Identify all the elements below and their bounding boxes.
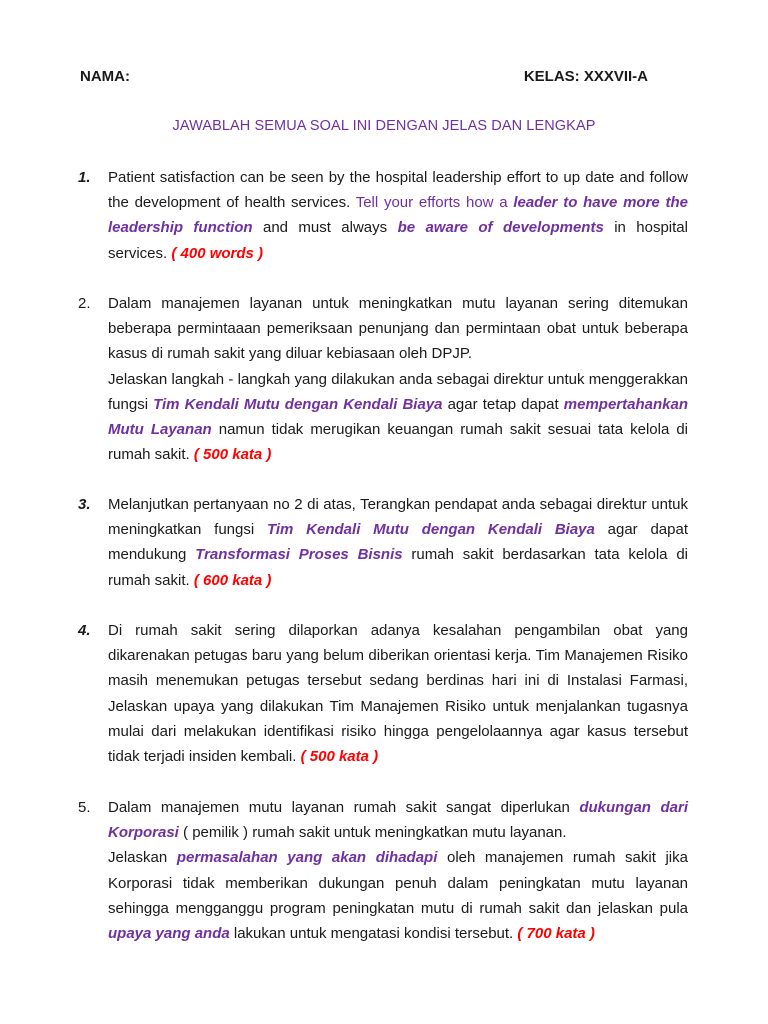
- text-segment: Di rumah sakit sering dilaporkan adanya kesalahan pengambilan obat yang dikarenakan petugas baru yang belum diberikan orientasi kerja. Tim Manajemen Risiko masih menemukan petugas tersebut sedang berdinas hari ini di Instalasi Farmasi, Jelaskan upaya yang dilakukan Tim Manajemen Risiko untuk menjalankan tugasnya mulai dari melakukan identifikasi risiko hingga pengelolaannya agar kasus tersebut tidak terjadi insiden kembali.: [108, 622, 688, 766]
- instruction-heading: JAWABLAH SEMUA SOAL INI DENGAN JELAS DAN LENGKAP: [172, 118, 596, 134]
- highlighted-phrase: Transformasi Proses Bisnis: [195, 546, 403, 564]
- text-segment: in hospital services.: [108, 219, 688, 262]
- highlighted-phrase: dukungan dari Korporasi: [108, 799, 688, 842]
- highlighted-phrase: leader to have more the leadership function: [108, 194, 688, 237]
- text-segment: agar dapat mendukung: [108, 521, 688, 564]
- text-segment: Melanjutkan pertanyaan no 2 di atas, Terangkan pendapat anda sebagai direktur untuk meningkatkan fungsi: [108, 496, 688, 539]
- highlighted-phrase: upaya yang anda: [108, 925, 230, 943]
- text-segment: Dalam manajemen mutu layanan rumah sakit sangat diperlukan: [108, 799, 580, 816]
- word-count: ( 500 kata ): [193, 446, 272, 464]
- text-segment: and must always: [252, 219, 398, 237]
- word-count: ( 400 words ): [171, 244, 264, 262]
- question-text-continued: [108, 367, 688, 468]
- text-segment: Patient satisfaction can be seen by the hospital leadership effort to up date and follow the development of health services.: [108, 169, 688, 212]
- word-count: ( 500 kata ): [300, 748, 379, 766]
- question-number: 5.: [78, 799, 91, 816]
- question-text-continued: [108, 845, 688, 946]
- question-number: 4.: [78, 622, 91, 639]
- highlighted-phrase: Tim Kendali Mutu dengan Kendali Biaya: [267, 521, 595, 539]
- kelas-label: KELAS: XXXVII-A: [523, 68, 648, 85]
- text-segment: lakukan untuk mengatasi kondisi tersebut.: [229, 925, 518, 943]
- question-text: [108, 618, 688, 769]
- highlighted-phrase: mempertahankan Mutu Layanan: [108, 395, 688, 439]
- header: [80, 68, 648, 85]
- question-text: [108, 165, 688, 266]
- question-number: 2.: [78, 295, 91, 312]
- question-number: 1.: [78, 169, 91, 186]
- text-segment: rumah sakit berdasarkan tata kelola di rumah sakit.: [108, 546, 688, 589]
- text-segment: Jelaskan langkah - langkah yang dilakukan anda sebagai direktur untuk menggerakkan fungsi: [108, 370, 688, 413]
- highlighted-phrase: be aware of developments: [397, 219, 604, 237]
- question-4: [78, 618, 688, 769]
- highlighted-phrase: Tell your efforts how a: [355, 194, 514, 212]
- question-text: [108, 795, 688, 845]
- question-3: [78, 492, 688, 593]
- text-segment: ( pemilik ) rumah sakit untuk meningkatkan mutu layanan.: [178, 824, 567, 842]
- question-number: 3.: [78, 496, 91, 513]
- text-segment: Jelaskan: [108, 849, 177, 867]
- highlighted-phrase: permasalahan yang akan dihadapi: [176, 849, 438, 867]
- question-text: [108, 291, 688, 367]
- question-text: [108, 492, 688, 593]
- word-count: ( 700 kata ): [517, 925, 595, 943]
- question-1: [78, 165, 688, 266]
- text-segment: Dalam manajemen layanan untuk meningkatkan mutu layanan sering ditemukan beberapa permintaaan pemeriksaan penunjang dan permintaan obat untuk beberapa kasus di rumah sakit yang diluar kebiasaan oleh DPJP.: [108, 295, 688, 363]
- question-5: [78, 795, 688, 946]
- text-segment: oleh manajemen rumah sakit jika Korporasi tidak memberikan dukungan penuh dalam peningkatan mutu layanan sehingga mengganggu program peningkatan mutu di rumah sakit dan jelaskan pula: [108, 849, 688, 917]
- nama-label: NAMA:: [80, 68, 130, 85]
- word-count: ( 600 kata ): [193, 571, 272, 589]
- question-2: [78, 291, 688, 467]
- text-segment: agar tetap dapat: [442, 395, 564, 413]
- text-segment: namun tidak merugikan keuangan rumah sakit sesuai tata kelola di rumah sakit.: [108, 421, 688, 464]
- highlighted-phrase: Tim Kendali Mutu dengan Kendali Biaya: [153, 395, 443, 413]
